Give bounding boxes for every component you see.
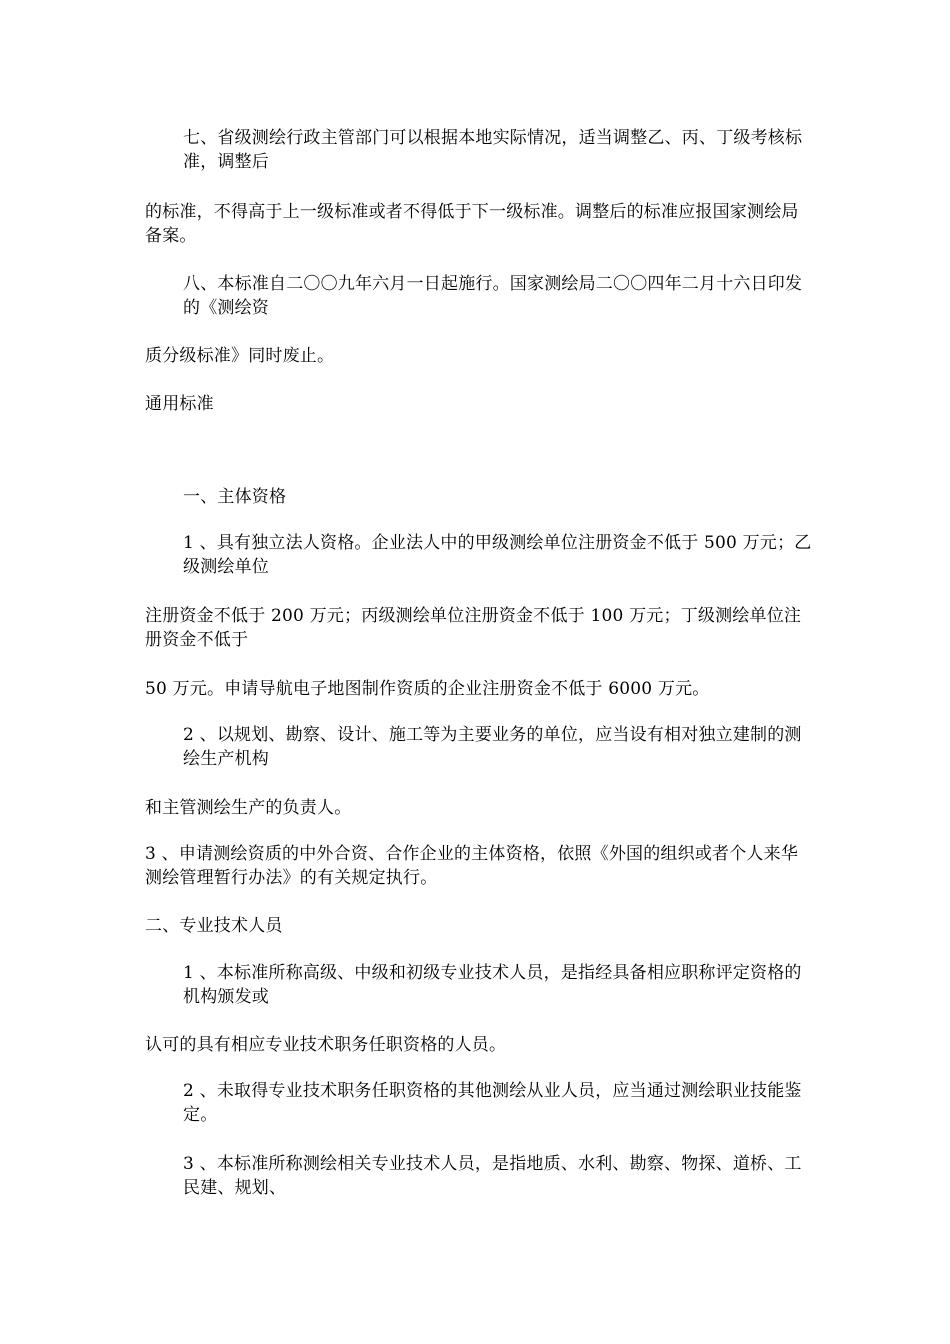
- paragraph-item-1-continued: 注册资金不低于 200 万元；丙级测绘单位注册资金不低于 100 万元；丁级测绘单位注册资金不低于: [145, 606, 802, 650]
- heading-technical-staff: 二、专业技术人员: [145, 916, 283, 936]
- paragraph-article-8: 八、本标准自二〇〇九年六月一日起施行。国家测绘局二〇〇四年二月十六日印发的《测绘资: [183, 274, 803, 318]
- paragraph-article-7: 七、省级测绘行政主管部门可以根据本地实际情况，适当调整乙、丙、丁级考核标准，调整后: [183, 128, 803, 172]
- paragraph-staff-item-3: 3 、本标准所称测绘相关专业技术人员，是指地质、水利、勘察、物探、道桥、工民建、规划、: [183, 1154, 802, 1198]
- paragraph-item-2: 2 、以规划、勘察、设计、施工等为主要业务的单位，应当设有相对独立建制的测绘生产机构: [183, 725, 802, 769]
- section-heading-general-standard: 通用标准: [145, 394, 214, 414]
- paragraph-item-3: 3 、申请测绘资质的中外合资、合作企业的主体资格，依照《外国的组织或者个人来华测绘管理暂行办法》的有关规定执行。: [145, 844, 799, 888]
- paragraph-article-8-continued: 质分级标准》同时废止。: [145, 346, 335, 366]
- paragraph-staff-item-1-continued: 认可的具有相应专业技术职务任职资格的人员。: [145, 1035, 507, 1055]
- heading-entity-qualification: 一、主体资格: [183, 487, 287, 507]
- paragraph-item-2-continued: 和主管测绘生产的负责人。: [145, 798, 352, 818]
- paragraph-item-1: 1 、具有独立法人资格。企业法人中的甲级测绘单位注册资金不低于 500 万元；乙级测绘单位: [183, 533, 812, 577]
- paragraph-article-7-continued: 的标准，不得高于上一级标准或者不得低于下一级标准。调整后的标准应报国家测绘局备案。: [145, 202, 799, 246]
- paragraph-item-1-end: 50 万元。申请导航电子地图制作资质的企业注册资金不低于 6000 万元。: [145, 679, 710, 699]
- paragraph-staff-item-2: 2 、未取得专业技术职务任职资格的其他测绘从业人员，应当通过测绘职业技能鉴定。: [183, 1081, 802, 1125]
- paragraph-staff-item-1: 1 、本标准所称高级、中级和初级专业技术人员，是指经具备相应职称评定资格的机构颁发或: [183, 963, 802, 1007]
